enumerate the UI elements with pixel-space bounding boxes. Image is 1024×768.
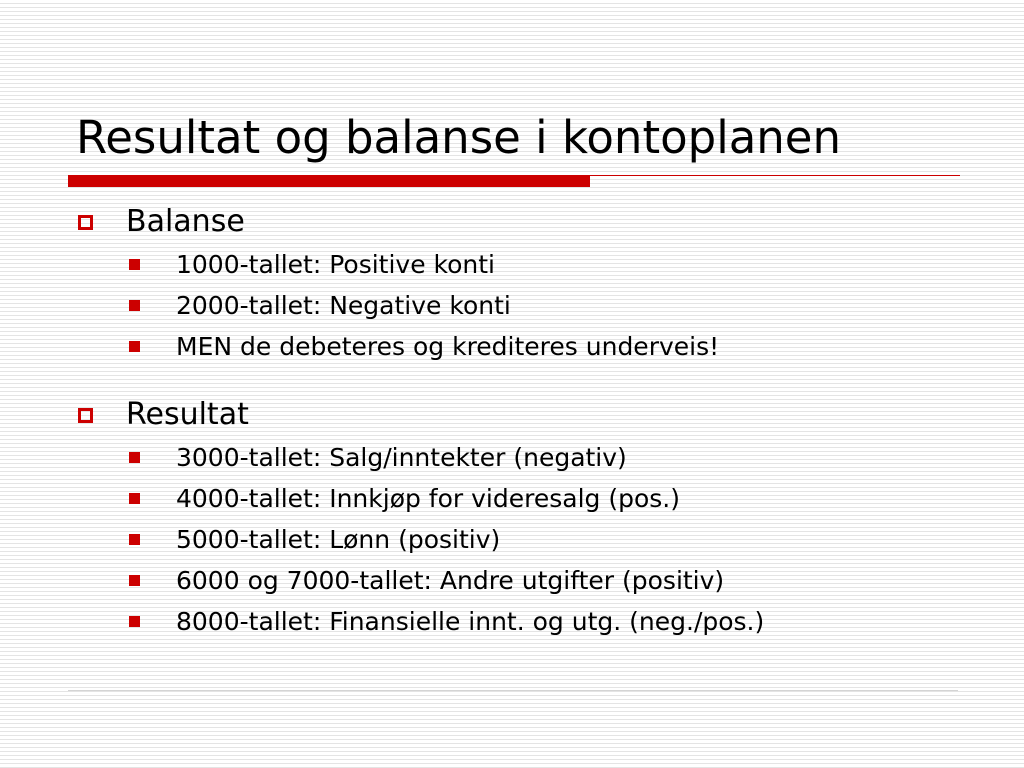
bullet-text: 6000 og 7000-tallet: Andre utgifter (positiv) (176, 566, 725, 595)
bullet-text: 2000-tallet: Negative konti (176, 291, 511, 320)
section-heading: Balanse (126, 204, 245, 239)
solid-square-bullet-icon (129, 300, 140, 311)
bullet-text: 3000-tallet: Salg/inntekter (negativ) (176, 443, 627, 472)
section-heading: Resultat (126, 397, 249, 432)
bullet-level2 (76, 437, 976, 478)
bullet-level2 (76, 560, 976, 601)
solid-square-bullet-icon (129, 493, 140, 504)
bullet-text: 4000-tallet: Innkjøp for videresalg (pos.) (176, 484, 680, 513)
bullet-text: 1000-tallet: Positive konti (176, 250, 496, 279)
slide-title: Resultat og balanse i kontoplanen (76, 111, 841, 164)
bullet-level1 (76, 200, 976, 244)
section-balanse (76, 200, 976, 367)
bullet-level2 (76, 519, 976, 560)
slide-body (76, 200, 976, 642)
hollow-square-bullet-icon (78, 215, 93, 230)
bullet-level2 (76, 326, 976, 367)
section-resultat (76, 393, 976, 642)
bullet-text: MEN de debeteres og krediteres underveis! (176, 332, 720, 361)
bullet-level2 (76, 478, 976, 519)
hollow-square-bullet-icon (78, 408, 93, 423)
solid-square-bullet-icon (129, 452, 140, 463)
bullet-text: 5000-tallet: Lønn (positiv) (176, 525, 501, 554)
bullet-level2 (76, 601, 976, 642)
solid-square-bullet-icon (129, 616, 140, 627)
bullet-level2 (76, 244, 976, 285)
solid-square-bullet-icon (129, 259, 140, 270)
bullet-level1 (76, 393, 976, 437)
solid-square-bullet-icon (129, 534, 140, 545)
bullet-level2 (76, 285, 976, 326)
title-underline-thin (590, 175, 960, 176)
title-underline-thick (68, 175, 590, 187)
solid-square-bullet-icon (129, 575, 140, 586)
bullet-text: 8000-tallet: Finansielle innt. og utg. (neg./pos.) (176, 607, 765, 636)
bottom-divider (68, 690, 958, 691)
solid-square-bullet-icon (129, 341, 140, 352)
